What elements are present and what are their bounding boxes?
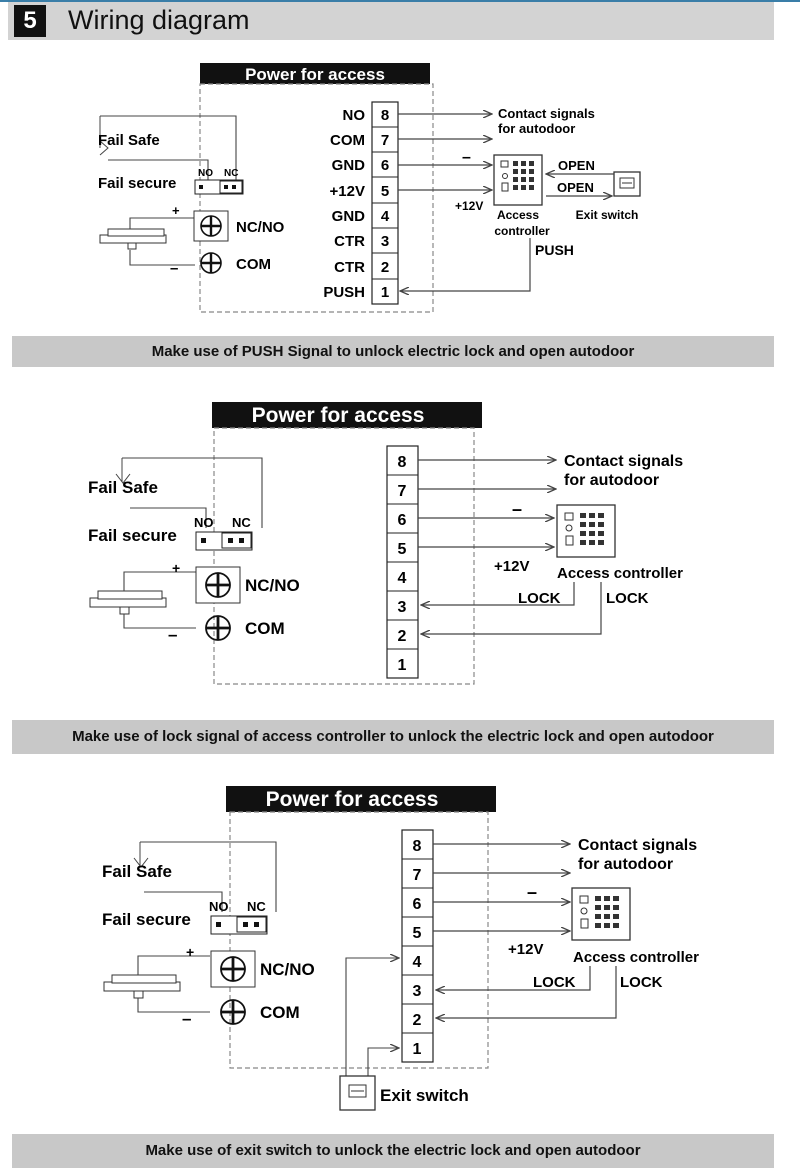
- d2-terminal-num: 4: [397, 570, 407, 587]
- d1-terminal-num: 7: [380, 132, 390, 149]
- d2-fail-secure: Fail secure: [88, 526, 177, 545]
- d3-terminal-num: 8: [412, 838, 422, 855]
- d1-terminal-label: CTR: [334, 259, 365, 276]
- d1-terminal-label: GND: [331, 208, 365, 225]
- d1-gnd-minus: –: [462, 149, 471, 166]
- section-number: 5: [14, 5, 46, 37]
- d2-for-autodoor: for autodoor: [564, 472, 660, 489]
- d2-fail-safe: Fail Safe: [88, 478, 158, 497]
- d2-terminal-num: 3: [397, 599, 407, 616]
- d2-com-terminal-icon: [206, 616, 230, 640]
- d2-nc-no-terminal-icon: [196, 567, 240, 603]
- d1-plus: +: [172, 203, 180, 218]
- d3-nc-no-label: NC/NO: [260, 960, 315, 979]
- d2-minus: –: [168, 625, 178, 644]
- d2-lock-2: LOCK: [606, 590, 649, 607]
- d3-terminal-num: 4: [412, 954, 422, 971]
- d3-plus12v: +12V: [508, 941, 544, 958]
- caption-exit-switch: Make use of exit switch to unlock the electric lock and open autodoor: [12, 1134, 774, 1168]
- d1-fail-safe: Fail Safe: [98, 132, 160, 149]
- d1-access-controller-icon: [494, 155, 542, 205]
- d2-jumper: [196, 532, 252, 550]
- d1-terminal-label: +12V: [329, 183, 365, 200]
- d3-fail-secure: Fail secure: [102, 910, 191, 929]
- diagram-1: [98, 63, 640, 312]
- d1-terminal-label: COM: [330, 132, 365, 149]
- diagram-3: [102, 786, 699, 1110]
- d2-terminal-num: 7: [397, 483, 407, 500]
- d2-nc-no-label: NC/NO: [245, 576, 300, 595]
- d1-terminal-label: NO: [342, 107, 365, 124]
- d3-title: Power for access: [265, 788, 439, 811]
- d3-com-terminal-icon: [221, 1000, 245, 1024]
- d3-contact-signals: Contact signals: [578, 837, 698, 854]
- d1-nc-no-label: NC/NO: [236, 219, 285, 236]
- d1-contact-signals: Contact signals: [498, 106, 595, 121]
- section-title: Wiring diagram: [68, 5, 250, 35]
- d1-title: Power for access: [245, 65, 385, 84]
- d1-minus: –: [170, 260, 179, 277]
- d1-for-autodoor: for autodoor: [498, 121, 576, 136]
- d3-access-controller-label: Access controller: [573, 949, 699, 966]
- d1-terminal-num: 4: [380, 208, 390, 225]
- d1-terminal-label: PUSH: [323, 284, 365, 301]
- d3-jumper-no: NO: [209, 899, 229, 914]
- d2-com-label: COM: [245, 619, 285, 638]
- d1-exit-switch-label: Exit switch: [575, 208, 639, 222]
- d3-jumper: [211, 916, 267, 934]
- d1-controller-label: controller: [494, 224, 550, 238]
- d3-minus: –: [182, 1009, 192, 1028]
- d3-gnd-minus: –: [527, 882, 538, 902]
- d3-plus: +: [186, 944, 195, 960]
- d1-jumper: [195, 180, 243, 194]
- d1-terminal-label: CTR: [334, 233, 365, 250]
- d3-nc-no-terminal-icon: [211, 951, 255, 987]
- diagram-2: [88, 402, 683, 684]
- d3-terminal-num: 1: [412, 1041, 422, 1058]
- d2-jumper-no: NO: [194, 515, 214, 530]
- d2-access-controller-label: Access controller: [557, 565, 683, 582]
- d2-plus: +: [172, 560, 181, 576]
- d1-com-label: COM: [236, 256, 271, 273]
- d1-terminal-num: 8: [380, 107, 390, 124]
- d2-jumper-nc: NC: [232, 515, 251, 530]
- d3-electric-lock-icon: [104, 975, 180, 998]
- d1-terminal-num: 3: [380, 233, 390, 250]
- d3-exit-switch-icon: [340, 1076, 375, 1110]
- d2-dashed-box: [214, 428, 474, 684]
- d3-jumper-nc: NC: [247, 899, 266, 914]
- d1-plus12v: +12V: [455, 199, 484, 213]
- d1-open-2: OPEN: [557, 180, 594, 195]
- d1-nc-no-terminal-icon: [194, 211, 228, 241]
- d1-access-label: Access: [496, 208, 540, 222]
- d1-electric-lock-icon: [100, 229, 166, 249]
- d2-electric-lock-icon: [90, 591, 166, 614]
- d2-title: Power for access: [251, 404, 425, 427]
- d1-terminal-num: 5: [380, 183, 390, 200]
- d1-terminal-num: 6: [380, 157, 390, 174]
- d2-plus12v: +12V: [494, 558, 530, 575]
- d3-lock-2: LOCK: [620, 974, 663, 991]
- d2-access-controller-icon: [557, 505, 615, 557]
- d3-dashed-box: [230, 812, 488, 1068]
- d3-com-label: COM: [260, 1003, 300, 1022]
- d3-terminal-num: 7: [412, 867, 422, 884]
- d2-terminal-num: 8: [397, 454, 407, 471]
- d3-exit-switch-label: Exit switch: [380, 1086, 469, 1105]
- d1-jumper-nc: NC: [224, 168, 239, 179]
- d2-lock-1: LOCK: [518, 590, 561, 607]
- d2-terminal-num: 2: [397, 628, 407, 645]
- d1-terminal-num: 2: [380, 259, 390, 276]
- d1-com-terminal-icon: [201, 253, 221, 273]
- d1-push-label: PUSH: [535, 242, 574, 258]
- d3-lock-1: LOCK: [533, 974, 576, 991]
- caption-lock-signal: Make use of lock signal of access controller to unlock the electric lock and open autodoor: [12, 720, 774, 754]
- d2-terminal-num: 5: [397, 541, 407, 558]
- d3-fail-safe: Fail Safe: [102, 862, 172, 881]
- d1-terminal-label: GND: [331, 157, 365, 174]
- d2-terminal-num: 6: [397, 512, 407, 529]
- d3-access-controller-icon: [572, 888, 630, 940]
- d1-open-1: OPEN: [558, 158, 595, 173]
- d1-terminal-num: 1: [380, 284, 390, 301]
- d2-contact-signals: Contact signals: [564, 453, 684, 470]
- d1-jumper-no: NO: [198, 168, 213, 179]
- d3-terminal-num: 2: [412, 1012, 422, 1029]
- d1-exit-switch-icon: [614, 172, 640, 196]
- caption-push-signal: Make use of PUSH Signal to unlock electric lock and open autodoor: [12, 336, 774, 367]
- d1-fail-secure: Fail secure: [98, 175, 177, 192]
- d3-terminal-num: 5: [412, 925, 422, 942]
- d3-terminal-num: 6: [412, 896, 422, 913]
- d3-terminal-num: 3: [412, 983, 422, 1000]
- d3-for-autodoor: for autodoor: [578, 856, 674, 873]
- d2-terminal-num: 1: [397, 657, 407, 674]
- d2-gnd-minus: –: [512, 499, 523, 519]
